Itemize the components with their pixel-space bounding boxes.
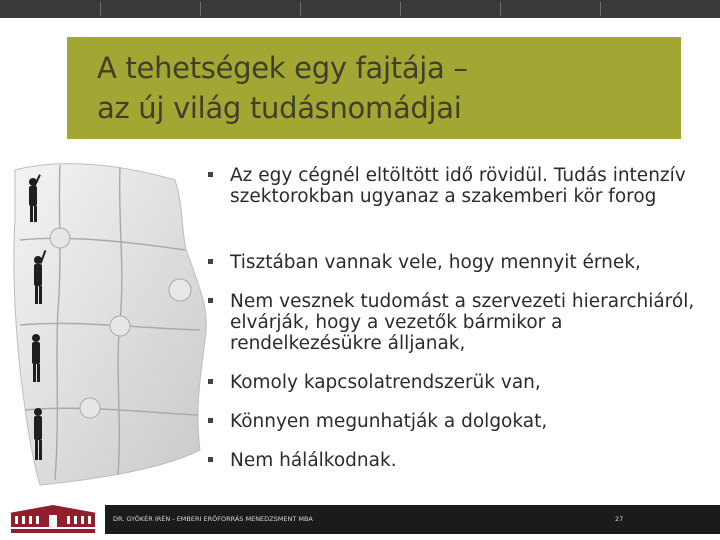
top-bar-divider: [500, 2, 501, 16]
page-number: 27: [615, 515, 624, 523]
puzzle-climbers-image: [0, 150, 215, 495]
top-bar-divider: [100, 2, 101, 16]
top-bar-divider: [200, 2, 201, 16]
footer: [0, 497, 720, 540]
bullet-marker: [208, 259, 213, 264]
bullet-text: Könnyen megunhatják a dolgokat,: [230, 411, 548, 432]
footer-text: DR. GYÖKÉR IRÉN - EMBERI ERŐFORRÁS MENEDZSMENT MBA: [113, 515, 313, 523]
slide-title-box: [67, 37, 681, 139]
bullet-marker: [208, 298, 213, 303]
footer-band: [105, 505, 720, 534]
bullet-text: Komoly kapcsolatrendszerük van,: [230, 372, 541, 393]
slide-title-line-2: az új világ tudásnomádjai: [97, 91, 462, 125]
top-bar-divider: [300, 2, 301, 16]
bullet-marker: [208, 379, 213, 384]
bullet-text: Nem hálálkodnak.: [230, 450, 397, 471]
bullet-marker: [208, 418, 213, 423]
bullet-marker: [208, 172, 213, 177]
university-building-logo: [5, 503, 101, 535]
top-bar: [0, 0, 720, 18]
bullet-marker: [208, 457, 213, 462]
bullet-text: Nem vesznek tudomást a szervezeti hierarchiáról, elvárják, hogy a vezetők bármikor a rendelkezésükre álljanak,: [230, 291, 695, 354]
bullet-text: Tisztában vannak vele, hogy mennyit érnek,: [230, 252, 641, 273]
top-bar-divider: [600, 2, 601, 16]
bullet-text: Az egy cégnél eltöltött idő rövidül. Tudás intenzív szektorokban ugyanaz a szakemberi kör forog: [230, 165, 686, 207]
top-bar-divider: [400, 2, 401, 16]
slide-title-line-1: A tehetségek egy fajtája –: [97, 51, 468, 85]
